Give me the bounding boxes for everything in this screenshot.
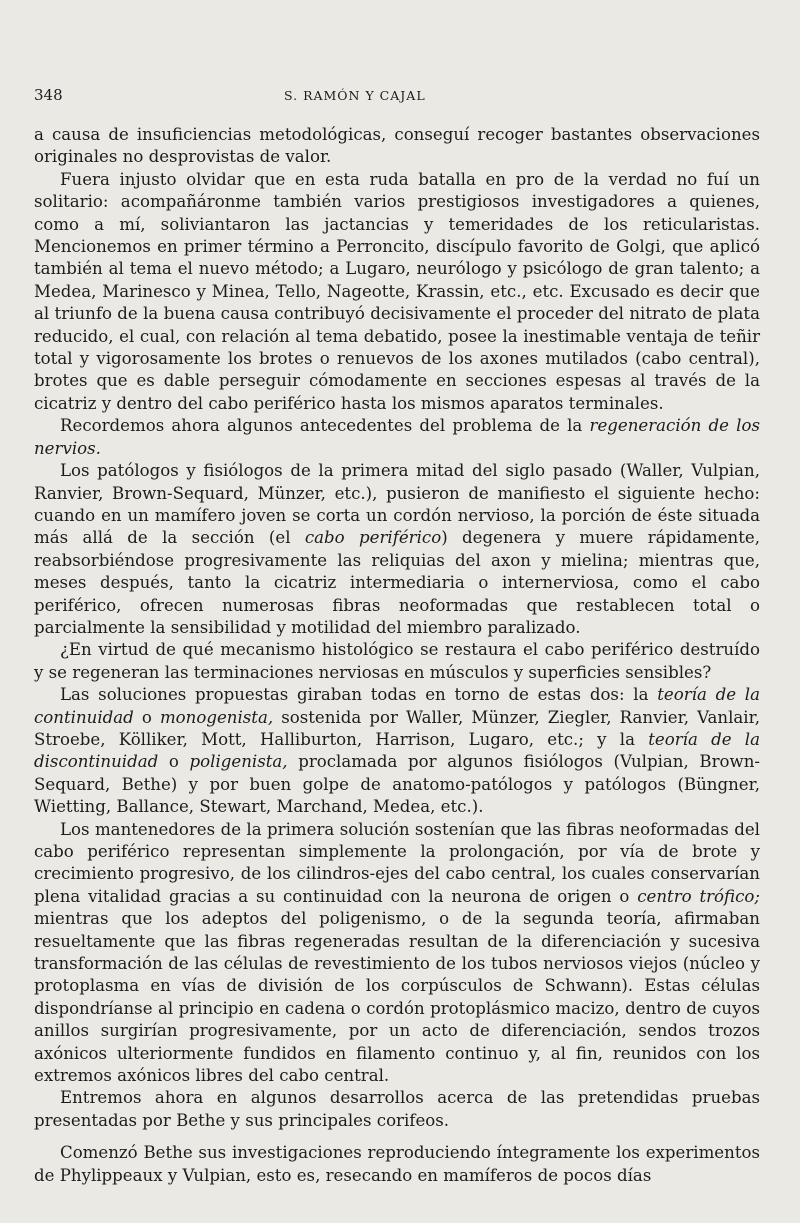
text-run: Entremos ahora en algunos desarrollos acerca de las pretendidas pruebas presentadas por Bethe y sus principales corifeos. [34,1088,760,1130]
italic-text: teoría de la continuidad [34,685,761,727]
paragraph [34,819,760,1088]
body-text [34,124,760,1187]
paragraph [34,1087,760,1132]
italic-text: centro trófico; [637,886,760,906]
paragraph [34,639,760,684]
text-run: sostenida por Waller, Münzer, Ziegler, Ranvier, Vanlair, Stroebe, Kölliker, Mott, Halliburton, Harrison, Lugaro, etc.; y la [34,707,760,749]
italic-text: cabo periférico [304,528,442,548]
paragraph [34,169,760,415]
italic-text: teoría de la discontinuidad [34,729,760,772]
text-run: a causa de insuficiencias metodológicas, conseguí recoger bastantes observaciones originales no desprovistas de valor. [34,125,760,167]
text-run: Recordemos ahora algunos antecedentes del problema de la [60,416,590,436]
text-run: Fuera injusto olvidar que en esta ruda batalla en pro de la verdad no fuí un solitario: acompañáronme también varios prestigiosos investigadores a quienes, como a mí, soliviantaron las jactancias y temeridades de los reticularistas. Mencionemos en primer término a Perroncito, discípulo favorito de Golgi, que aplicó también al tema el nuevo método; a Lugaro, neurólogo y psicólogo de gran talento; a Medea, Marinesco y Minea, Tello, Nageotte, Krassin, etc., etc. Excusado es decir que al triunfo de la buena causa contribuyó decisivamente el proceder del nitrato de plata reducido, el cual, con relación al tema debatido, posee la inestimable ventaja de teñir total y vigorosamente los brotes o renuevos de los axones mutilados (cabo central), brotes que es dable perseguir cómodamente en secciones espesas al través de la cicatriz y dentro del cabo periférico hasta los mismos aparatos terminales. [34,169,760,413]
text-run: ¿En virtud de qué mecanismo histológico se restaura el cabo periférico destruído y se regeneran las terminaciones nerviosas en músculos y superficies sensibles? [34,640,760,682]
page-number: 348 [34,86,63,104]
text-run: Las soluciones propuestas giraban todas en torno de estas dos: la [60,685,658,705]
italic-text: monogenista, [159,707,274,727]
text-run: Comenzó Bethe sus investigaciones reproduciendo íntegramente los experimentos de Phylippeaux y Vulpian, esto es, resecando en mamíferos de pocos días [34,1143,760,1185]
text-run: ) degenera y muere rápidamente, reabsorbiéndose progresivamente las reliquias del axon y mielina; mientras que, meses después, tanto la cicatriz intermediaria o internerviosa, como el cabo periférico, ofrecen numerosas fibras neoformadas que restablecen total o parcialmente la sensibilidad y motilidad del miembro paralizado. [34,528,761,637]
italic-text: poligenista, [189,752,288,772]
paragraph [34,415,760,460]
text-run: Los patólogos y fisiólogos de la primera mitad del siglo pasado (Waller, Vulpian, Ranvier, Brown-Sequard, Münzer, etc.), pusieron de manifiesto el siguiente hecho: cuando en un mamífero joven se corta un cordón nervioso, la porción de éste situada más allá de la sección (el [34,461,760,548]
italic-text: regeneración de los nervios. [34,416,760,458]
paragraph [34,124,760,169]
paragraph [34,1142,760,1187]
text-run: o [158,752,190,772]
paragraph [34,684,760,818]
text-run: Los mantenedores de la primera solución sostenían que las fibras neoformadas del cabo periférico representan simplemente la prolongación, por vía de brote y crecimiento progresivo, de los cilindros-ejes del cabo central, los cuales conservarían plena vitalidad gracias a su continuidad con la neurona de origen o [34,819,760,906]
text-run: mientras que los adeptos del poligenismo, o de la segunda teoría, afirmaban resueltamente que las fibras regeneradas resultan de la diferenciación y sucesiva transformación de las células de revestimiento de los tubos nerviosos viejos (núcleo y protoplasma en vías de división de los corpúsculos de Schwann). Estas células dispondríanse al principio en cadena o cordón protoplásmico macizo, dentro de cuyos anillos surgirían progresivamente, por un acto de diferenciación, sendos trozos axónicos ulteriormente fundidos en filamento continuo y, al fin, reunidos con los extremos axónicos libres del cabo central. [34,909,760,1086]
paragraph [34,460,760,639]
text-run: proclamada por algunos fisiólogos (Vulpian, Brown-Sequard, Bethe) y por buen golpe de anatomo-patólogos y patólogos (Büngner, Wietting, Ballance, Stewart, Marchand, Medea, etc.). [34,752,761,817]
running-title: S. RAMÓN Y CAJAL [284,88,426,103]
page-header [34,84,760,108]
text-run: o [133,707,160,727]
